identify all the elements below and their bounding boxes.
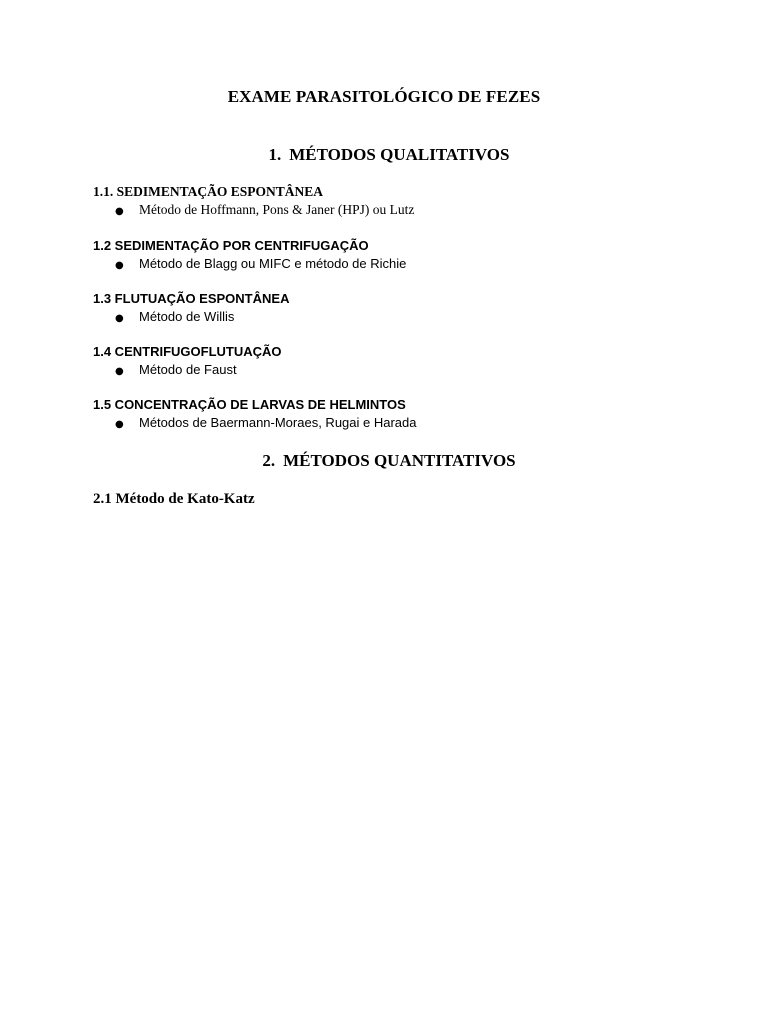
subsection-heading-2-1: 2.1 Método de Kato-Katz [93, 491, 255, 507]
list-item [115, 309, 234, 324]
subsection-heading-1-2: 1.2 SEDIMENTAÇÃO POR CENTRIFUGAÇÃO [93, 238, 369, 253]
bullet-icon: ● [115, 366, 124, 377]
bullet-icon: ● [115, 260, 124, 271]
list-item-text: Método de Faust [139, 362, 237, 377]
subsection-heading-1-1: 1.1. SEDIMENTAÇÃO ESPONTÂNEA [93, 184, 324, 199]
document-title: EXAME PARASITOLÓGICO DE FEZES [227, 87, 541, 106]
section-title: MÉTODOS QUANTITATIVOS [283, 451, 516, 470]
bullet-icon: ● [115, 313, 124, 324]
section-number: 2. [262, 451, 276, 470]
section-title: MÉTODOS QUALITATIVOS [289, 145, 510, 164]
list-item [115, 202, 414, 218]
section-heading-quantitative [0, 451, 768, 471]
list-item-text: Métodos de Baermann-Moraes, Rugai e Harada [139, 415, 417, 430]
subsection-heading-1-5: 1.5 CONCENTRAÇÃO DE LARVAS DE HELMINTOS [93, 397, 406, 412]
list-item [115, 415, 416, 430]
section-number: 1. [268, 145, 282, 164]
list-item [115, 362, 237, 377]
bullet-icon: ● [115, 206, 124, 217]
list-item-text: Método de Hoffmann, Pons & Janer (HPJ) ou Lutz [139, 202, 415, 217]
section-heading-qualitative [0, 145, 768, 165]
list-item-text: Método de Blagg ou MIFC e método de Richie [139, 256, 407, 271]
list-item-text: Método de Willis [139, 309, 235, 324]
subsection-heading-1-4: 1.4 CENTRIFUGOFLUTUAÇÃO [93, 344, 282, 359]
list-item [115, 256, 406, 271]
bullet-icon: ● [115, 419, 124, 430]
subsection-heading-1-3: 1.3 FLUTUAÇÃO ESPONTÂNEA [93, 291, 290, 306]
